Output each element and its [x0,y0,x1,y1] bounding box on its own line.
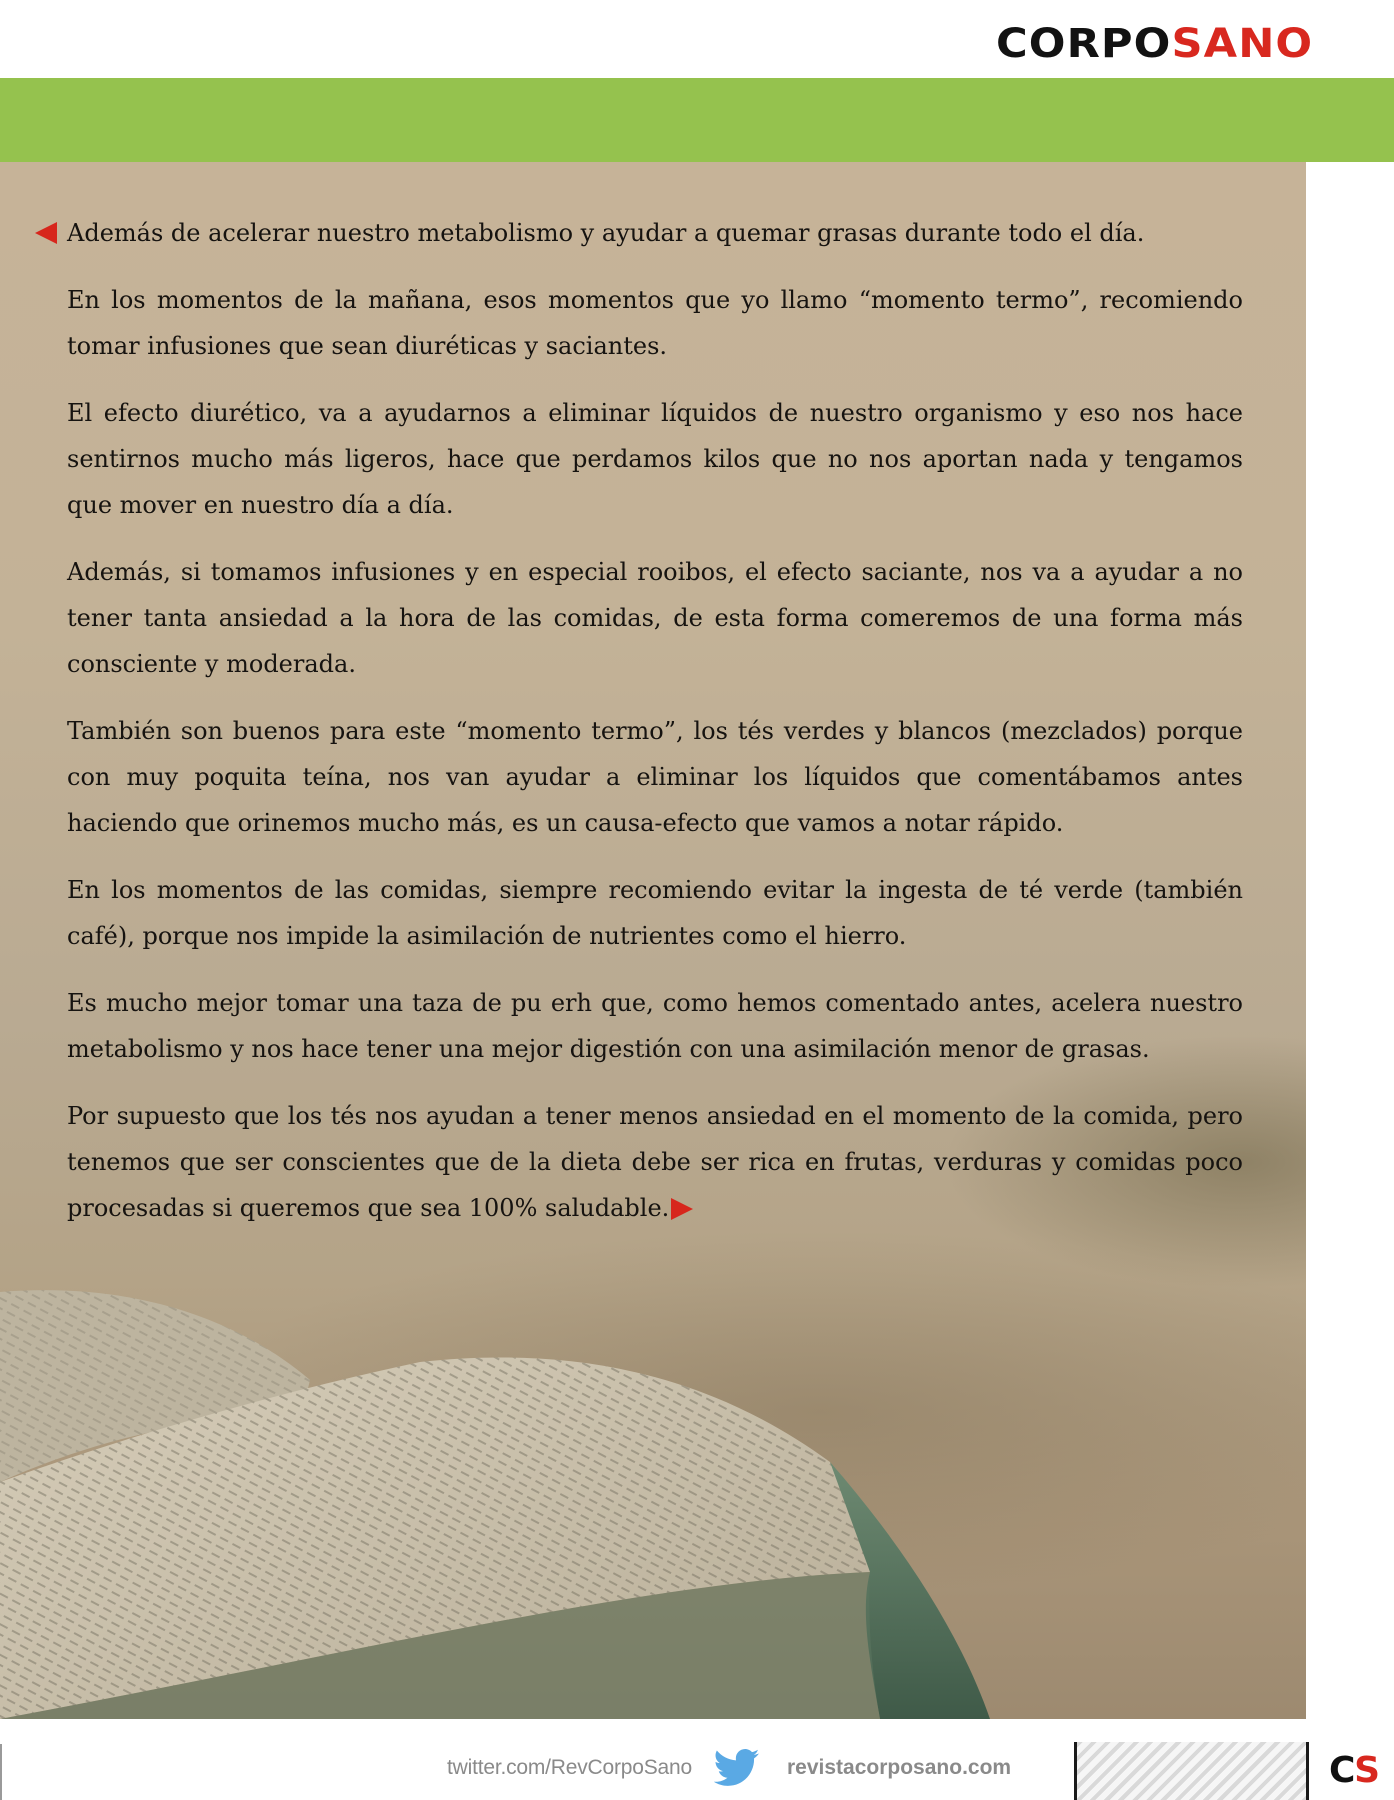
cs-letter-c: C [1329,1750,1355,1791]
green-header-band [0,78,1394,162]
corposano-logo [996,22,1313,66]
striped-footer-panel [1074,1742,1306,1800]
paragraph-last [67,1093,1243,1231]
logo-part-corpo: CORPO [996,21,1172,67]
twitter-bird-icon[interactable] [714,1748,760,1788]
page-footer [0,1742,1394,1800]
cs-badge [1306,1742,1394,1800]
paragraph: Además, si tomamos infusiones y en especial rooibos, el efecto saciante, nos va a ayudar a no tener tanta ansiedad a la hora de las comidas, de esta forma comeremos de una forma más consciente y moderada. [67,558,1243,678]
paragraph: En los momentos de la mañana, esos momentos que yo llamo “momento termo”, recomiendo tomar infusiones que sean diuréticas y saciantes. [67,286,1243,360]
cs-monogram [1329,1751,1378,1791]
cs-letter-s: S [1354,1750,1379,1791]
article-panel [0,162,1306,1719]
website-link[interactable]: revistacorposano.com [787,1756,1012,1779]
footer-divider [0,1744,2,1800]
paragraph: También son buenos para este “momento termo”, los tés verdes y blancos (mezclados) porque con muy poquita teína, nos van ayudar a eliminar los líquidos que comentábamos antes haciendo que orinemos mucho más, es un causa-efecto que vamos a notar rápido. [67,717,1243,837]
continue-left-icon [35,222,57,244]
twitter-link[interactable]: twitter.com/RevCorpoSano [447,1756,692,1779]
paragraph: Además de acelerar nuestro metabolismo y ayudar a quemar grasas durante todo el día. [67,219,1145,247]
end-marker-icon [671,1198,693,1220]
paragraph: El efecto diurético, va a ayudarnos a eliminar líquidos de nuestro organismo y eso nos hace sentirnos mucho más ligeros, hace que perdamos kilos que no nos aportan nada y tengamos que mover en nuestro día a día. [67,399,1243,519]
logo-part-sano: SANO [1171,21,1314,67]
paragraph-last-text: Por supuesto que los tés nos ayudan a tener menos ansiedad en el momento de la comida, pero tenemos que ser conscientes que de la dieta debe ser rica en frutas, verduras y comidas poco procesadas si queremos que sea 100% saludable. [67,1102,1243,1222]
article-body [67,210,1243,1252]
paragraph: En los momentos de las comidas, siempre recomiendo evitar la ingesta de té verde (también café), porque nos impide la asimilación de nutrientes como el hierro. [67,876,1243,950]
paragraph: Es mucho mejor tomar una taza de pu erh que, como hemos comentado antes, acelera nuestro metabolismo y nos hace tener una mejor digestión con una asimilación menor de grasas. [67,989,1243,1063]
